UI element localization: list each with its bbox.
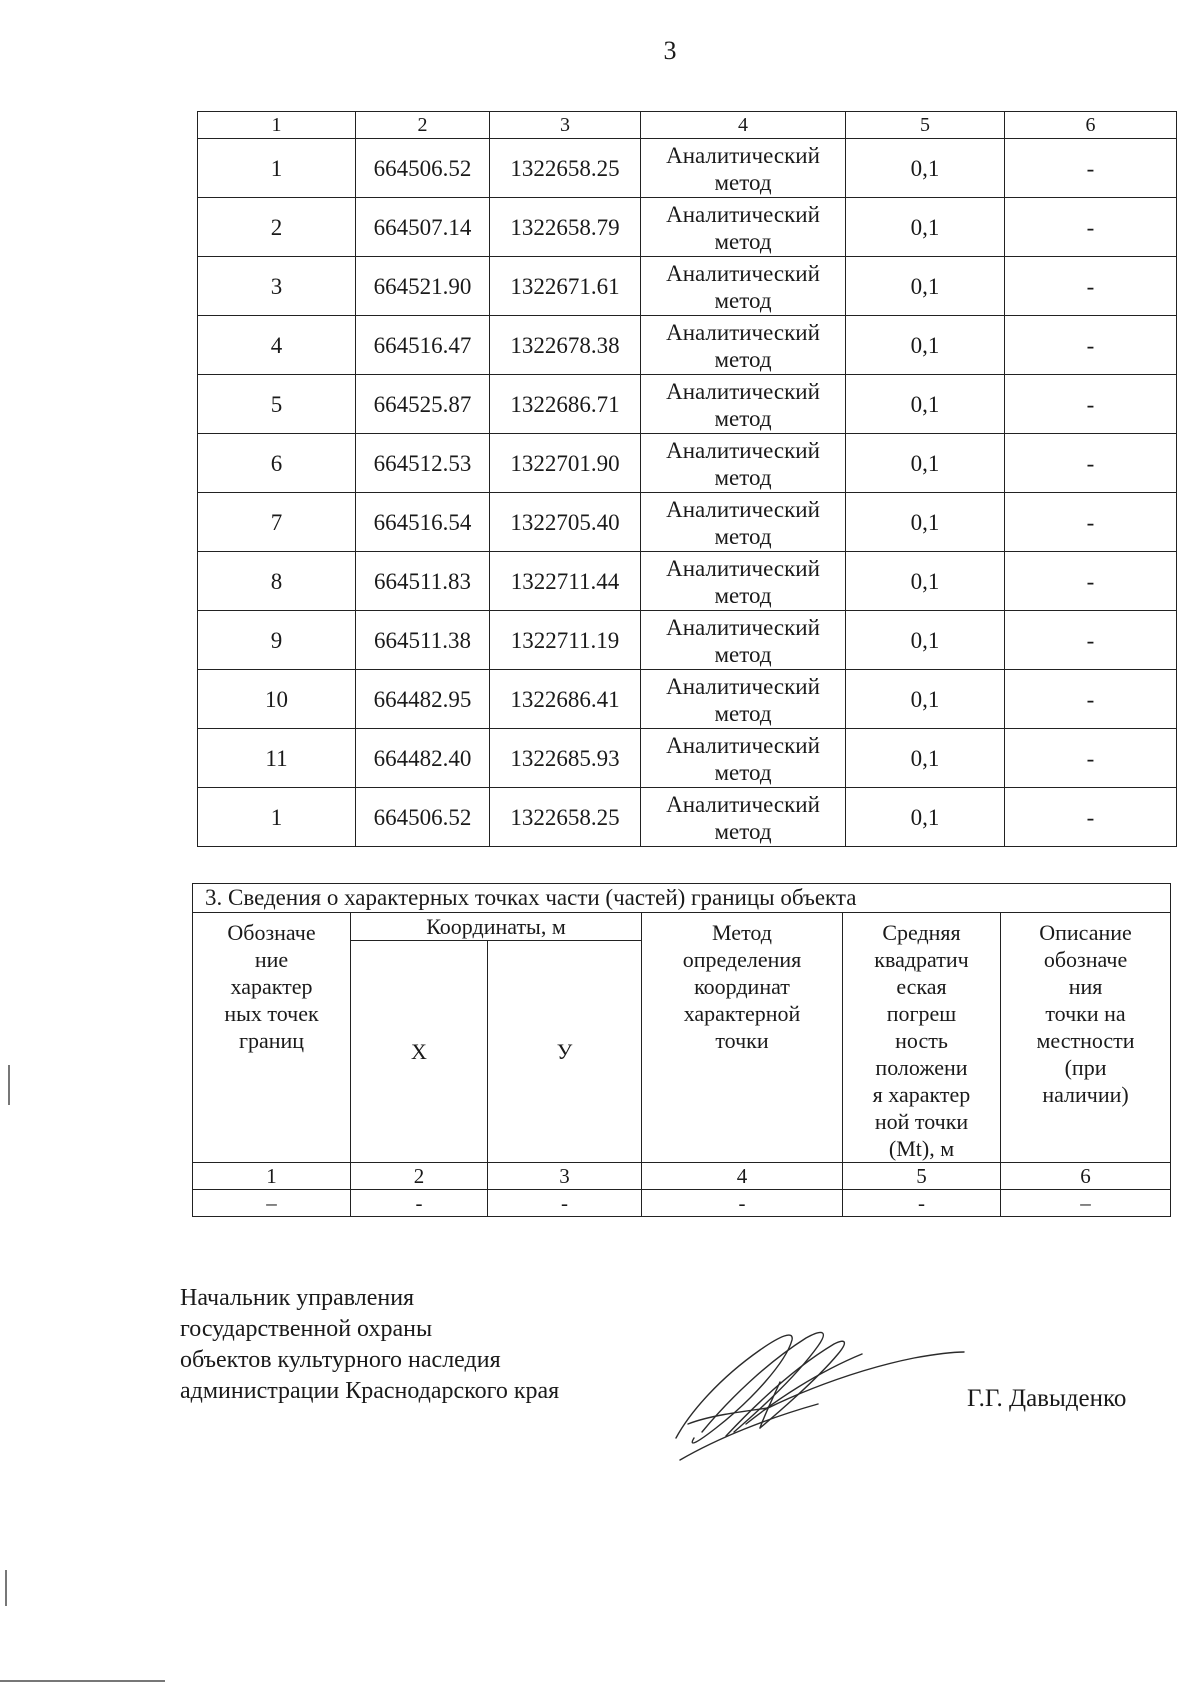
y-coordinate-cell: 1322685.93 (490, 729, 641, 788)
column-number: 3 (488, 1163, 642, 1190)
header-line: характерной (683, 1001, 801, 1026)
header-line: характер (230, 974, 313, 999)
header-line: ния (1068, 974, 1103, 999)
method-line: Аналитический (666, 320, 820, 345)
method-line: метод (714, 760, 772, 785)
method-cell (641, 611, 846, 670)
method-cell (641, 316, 846, 375)
header-line: ние (254, 947, 289, 972)
x-coordinate-cell: 664516.54 (356, 493, 490, 552)
method-line: метод (714, 170, 772, 195)
column-number: 5 (843, 1163, 1001, 1190)
table-row (198, 493, 1177, 552)
y-coordinate-cell: 1322658.79 (490, 198, 641, 257)
header-line: определения (682, 947, 802, 972)
header-line: еская (896, 974, 947, 999)
point-number-cell: 4 (198, 316, 356, 375)
description-cell: - (1005, 139, 1177, 198)
method-cell (641, 257, 846, 316)
method-line: метод (714, 229, 772, 254)
y-coordinate-cell: 1322678.38 (490, 316, 641, 375)
description-header (1001, 913, 1171, 1163)
x-coordinate-cell: 664482.40 (356, 729, 490, 788)
method-line: Аналитический (666, 792, 820, 817)
position-line: государственной охраны (180, 1316, 433, 1342)
table-row (198, 316, 1177, 375)
signatory-position (180, 1283, 559, 1407)
description-cell: - (1005, 493, 1177, 552)
header-line: Описание (1039, 920, 1132, 945)
accuracy-cell: 0,1 (846, 257, 1005, 316)
method-line: метод (714, 583, 772, 608)
header-line: точки (715, 1028, 769, 1053)
y-coordinate-cell: 1322686.41 (490, 670, 641, 729)
x-coordinate-cell: 664506.52 (356, 788, 490, 847)
method-line: Аналитический (666, 379, 820, 404)
description-cell: - (1005, 552, 1177, 611)
column-number: 5 (846, 112, 1005, 139)
accuracy-cell: 0,1 (846, 788, 1005, 847)
description-cell: - (1005, 788, 1177, 847)
accuracy-cell: 0,1 (846, 139, 1005, 198)
empty-cell: - (351, 1190, 488, 1217)
header-line: (при (1064, 1055, 1107, 1080)
margin-mark (8, 1065, 10, 1105)
position-line: объектов культурного наследия (180, 1347, 501, 1373)
part-boundary-points-table (192, 883, 1171, 1217)
accuracy-cell: 0,1 (846, 316, 1005, 375)
method-line: Аналитический (666, 143, 820, 168)
empty-cell: – (1001, 1190, 1171, 1217)
column-number: 2 (356, 112, 490, 139)
method-line: Аналитический (666, 674, 820, 699)
point-number-cell: 11 (198, 729, 356, 788)
y-coordinate-cell: 1322705.40 (490, 493, 641, 552)
table-row (198, 552, 1177, 611)
position-line: администрации Краснодарского края (180, 1378, 560, 1404)
method-line: Аналитический (666, 733, 820, 758)
x-coordinate-cell: 664512.53 (356, 434, 490, 493)
header-line: ность (895, 1028, 948, 1053)
handwritten-signature (668, 1320, 978, 1470)
header-line: погреш (886, 1001, 957, 1026)
column-number: 6 (1005, 112, 1177, 139)
column-numbers-row (198, 112, 1177, 139)
y-coordinate-cell: 1322658.25 (490, 139, 641, 198)
column-numbers-row (193, 1163, 1171, 1190)
method-line: Аналитический (666, 202, 820, 227)
method-line: метод (714, 642, 772, 667)
method-line: Аналитический (666, 438, 820, 463)
description-cell: - (1005, 611, 1177, 670)
description-cell: - (1005, 729, 1177, 788)
method-line: метод (714, 524, 772, 549)
method-line: метод (714, 406, 772, 431)
accuracy-cell: 0,1 (846, 198, 1005, 257)
method-line: метод (714, 288, 772, 313)
point-number-cell: 5 (198, 375, 356, 434)
header-line: положени (875, 1055, 968, 1080)
description-cell: - (1005, 257, 1177, 316)
description-cell: - (1005, 198, 1177, 257)
description-cell: - (1005, 375, 1177, 434)
column-number: 6 (1001, 1163, 1171, 1190)
point-number-cell: 1 (198, 788, 356, 847)
header-line: координат (694, 974, 790, 999)
column-number: 1 (193, 1163, 351, 1190)
table-row (198, 611, 1177, 670)
header-line: квадратич (874, 947, 969, 972)
point-number-cell: 1 (198, 139, 356, 198)
margin-mark (5, 1570, 7, 1606)
method-header (642, 913, 843, 1163)
point-number-cell: 3 (198, 257, 356, 316)
header-line: границ (238, 1028, 305, 1053)
accuracy-cell: 0,1 (846, 611, 1005, 670)
x-coordinate-cell: 664511.38 (356, 611, 490, 670)
description-cell: - (1005, 316, 1177, 375)
designation-header (193, 913, 351, 1163)
accuracy-cell: 0,1 (846, 552, 1005, 611)
x-coordinate-cell: 664482.95 (356, 670, 490, 729)
method-cell (641, 493, 846, 552)
method-cell (641, 670, 846, 729)
method-line: Аналитический (666, 556, 820, 581)
header-line: Обозначе (227, 920, 316, 945)
method-line: метод (714, 701, 772, 726)
x-coordinate-cell: 664516.47 (356, 316, 490, 375)
header-line: (Mt), м (888, 1136, 955, 1161)
method-cell (641, 788, 846, 847)
header-line: точки на (1045, 1001, 1126, 1026)
method-line: метод (714, 465, 772, 490)
column-number: 3 (490, 112, 641, 139)
table-row (198, 198, 1177, 257)
table-row (198, 729, 1177, 788)
column-number: 4 (641, 112, 846, 139)
x-coordinate-cell: 664521.90 (356, 257, 490, 316)
method-cell (641, 198, 846, 257)
method-cell (641, 434, 846, 493)
column-number: 2 (351, 1163, 488, 1190)
point-number-cell: 7 (198, 493, 356, 552)
method-cell (641, 552, 846, 611)
header-line: местности (1036, 1028, 1135, 1053)
signatory-name: Г.Г. Давыденко (967, 1385, 1127, 1412)
accuracy-cell: 0,1 (846, 375, 1005, 434)
x-axis-header: X (351, 941, 488, 1163)
table-row (198, 139, 1177, 198)
point-number-cell: 10 (198, 670, 356, 729)
x-coordinate-cell: 664525.87 (356, 375, 490, 434)
accuracy-cell: 0,1 (846, 729, 1005, 788)
y-coordinate-cell: 1322711.44 (490, 552, 641, 611)
description-cell: - (1005, 670, 1177, 729)
point-number-cell: 2 (198, 198, 356, 257)
table-row (198, 434, 1177, 493)
table-row (198, 375, 1177, 434)
y-coordinate-cell: 1322711.19 (490, 611, 641, 670)
method-line: метод (714, 819, 772, 844)
margin-mark (0, 1680, 165, 1682)
method-cell (641, 139, 846, 198)
method-line: Аналитический (666, 497, 820, 522)
point-number-cell: 6 (198, 434, 356, 493)
y-coordinate-cell: 1322701.90 (490, 434, 641, 493)
header-line: я характер (872, 1082, 971, 1107)
header-line: обозначе (1043, 947, 1128, 972)
accuracy-cell: 0,1 (846, 493, 1005, 552)
boundary-points-table (197, 111, 1177, 847)
x-coordinate-cell: 664511.83 (356, 552, 490, 611)
header-line: наличии) (1042, 1082, 1129, 1107)
y-coordinate-cell: 1322686.71 (490, 375, 641, 434)
position-line: Начальник управления (180, 1285, 415, 1311)
header-line: Метод (712, 920, 772, 945)
header-line: ной точки (874, 1109, 969, 1134)
accuracy-header (843, 913, 1001, 1163)
empty-cell: - (642, 1190, 843, 1217)
x-coordinate-cell: 664506.52 (356, 139, 490, 198)
empty-cell: – (193, 1190, 351, 1217)
header-line: ных точек (224, 1001, 319, 1026)
column-number: 4 (642, 1163, 843, 1190)
method-line: Аналитический (666, 261, 820, 286)
method-line: метод (714, 347, 772, 372)
y-axis-header: У (488, 941, 642, 1163)
y-coordinate-cell: 1322658.25 (490, 788, 641, 847)
empty-cell: - (488, 1190, 642, 1217)
x-coordinate-cell: 664507.14 (356, 198, 490, 257)
method-line: Аналитический (666, 615, 820, 640)
empty-cell: - (843, 1190, 1001, 1217)
point-number-cell: 8 (198, 552, 356, 611)
column-number: 1 (198, 112, 356, 139)
page-number: 3 (663, 36, 677, 65)
method-cell (641, 729, 846, 788)
table-row (198, 788, 1177, 847)
point-number-cell: 9 (198, 611, 356, 670)
header-line: Средняя (882, 920, 961, 945)
y-coordinate-cell: 1322671.61 (490, 257, 641, 316)
accuracy-cell: 0,1 (846, 670, 1005, 729)
section-title: 3. Сведения о характерных точках части (частей) границы объекта (193, 884, 1171, 913)
coordinates-header: Координаты, м (351, 913, 642, 941)
table-row (198, 257, 1177, 316)
description-cell: - (1005, 434, 1177, 493)
method-cell (641, 375, 846, 434)
accuracy-cell: 0,1 (846, 434, 1005, 493)
table-row (198, 670, 1177, 729)
empty-data-row (193, 1190, 1171, 1217)
